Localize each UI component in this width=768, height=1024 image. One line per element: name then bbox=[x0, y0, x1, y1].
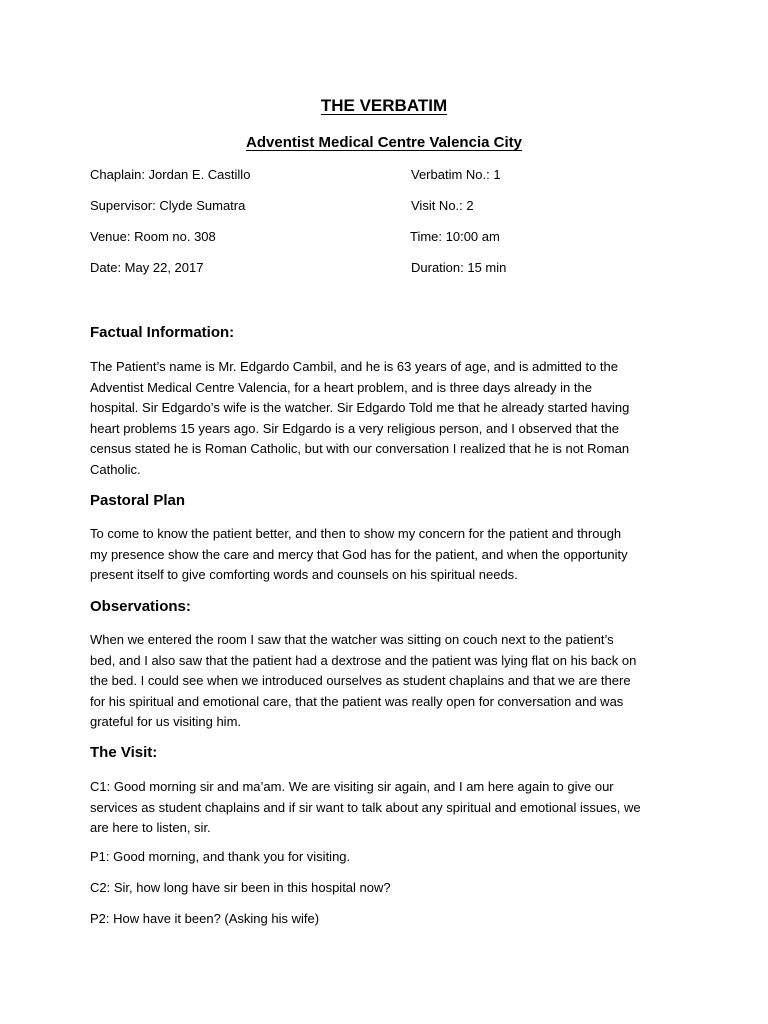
paragraph-line: The Patient’s name is Mr. Edgardo Cambil, and he is 63 years of age, and is admitted to the bbox=[90, 359, 618, 374]
observations-paragraph bbox=[90, 630, 690, 733]
time-field: Time: 10:00 am bbox=[410, 229, 500, 244]
paragraph-line: To come to know the patient better, and then to show my concern for the patient and through bbox=[90, 526, 622, 541]
visit-heading: The Visit: bbox=[90, 744, 158, 761]
paragraph-line: Catholic. bbox=[90, 461, 141, 477]
paragraph-line: census stated he is Roman Catholic, but with our conversation I realized that he is not Roman bbox=[90, 441, 630, 456]
observations-heading: Observations: bbox=[90, 598, 191, 615]
pastoral-paragraph bbox=[90, 524, 690, 586]
factual-paragraph bbox=[90, 357, 690, 480]
chaplain-field: Chaplain: Jordan E. Castillo bbox=[90, 167, 251, 182]
paragraph-line: When we entered the room I saw that the watcher was sitting on couch next to the patient’s bbox=[90, 632, 614, 647]
paragraph-line: are here to listen, sir. bbox=[90, 820, 211, 835]
paragraph-line: C1: Good morning sir and ma’am. We are visiting sir again, and I am here again to give our bbox=[90, 779, 614, 794]
visit-no-field: Visit No.: 2 bbox=[411, 198, 474, 213]
paragraph-line: my presence show the care and mercy that God has for the patient, and when the opportunity bbox=[90, 546, 628, 562]
paragraph-line: heart problems 15 years ago. Sir Edgardo is a very religious person, and I observed that the bbox=[90, 420, 619, 436]
factual-heading: Factual Information: bbox=[90, 324, 235, 341]
pastoral-heading: Pastoral Plan bbox=[90, 492, 186, 509]
paragraph-line: grateful for us visiting him. bbox=[90, 714, 242, 729]
paragraph-line: bed, and I also saw that the patient had a dextrose and the patient was lying flat on his back on bbox=[90, 652, 637, 668]
p2-line: P2: How have it been? (Asking his wife) bbox=[90, 911, 320, 926]
duration-field: Duration: 15 min bbox=[411, 260, 507, 275]
verbatim-no-field: Verbatim No.: 1 bbox=[411, 167, 501, 182]
paragraph-line: services as student chaplains and if sir want to talk about any spiritual and emotional issues, we bbox=[90, 799, 641, 815]
c2-line: C2: Sir, how long have sir been in this hospital now? bbox=[90, 880, 391, 895]
supervisor-field: Supervisor: Clyde Sumatra bbox=[90, 198, 246, 213]
paragraph-line: for his spiritual and emotional care, that the patient was really open for conversation and was bbox=[90, 693, 624, 709]
p1-line: P1: Good morning, and thank you for visiting. bbox=[90, 849, 351, 864]
paragraph-line: hospital. Sir Edgardo’s wife is the watcher. Sir Edgardo Told me that he already started having bbox=[90, 400, 630, 415]
venue-field: Venue: Room no. 308 bbox=[90, 229, 216, 244]
date-field: Date: May 22, 2017 bbox=[90, 260, 204, 275]
paragraph-line: the bed. I could see when we introduced ourselves as student chaplains and that we are there bbox=[90, 673, 631, 688]
page-title: THE VERBATIM bbox=[320, 96, 448, 115]
paragraph-line: Adventist Medical Centre Valencia, for a heart problem, and is three days already in the bbox=[90, 379, 592, 395]
c1-paragraph bbox=[90, 777, 690, 839]
paragraph-line: present itself to give comforting words and counsels on his spiritual needs. bbox=[90, 567, 518, 582]
page-subtitle: Adventist Medical Centre Valencia City bbox=[246, 134, 522, 151]
